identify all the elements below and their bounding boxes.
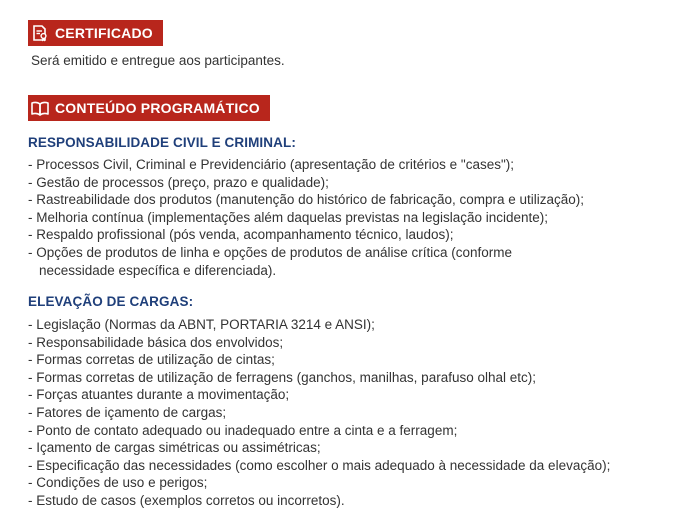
certificado-title: CERTIFICADO [55,25,153,41]
list-item: - Legislação (Normas da ABNT, PORTARIA 3214 e ANSI); [28,317,375,332]
responsabilidade-list [28,156,668,279]
list-item: - Forças atuantes durante a movimentação; [28,387,290,403]
certificado-header [28,20,163,46]
list-item: - Formas corretas de utilização de ferragens (ganchos, manilhas, parafuso olhal etc); [28,369,536,385]
conteudo-title: CONTEÚDO PROGRAMÁTICO [55,100,260,116]
list-item: - Rastreabilidade dos produtos (manutenção do histórico de fabricação, compra e utilização); [28,192,585,208]
conteudo-header [28,95,270,121]
list-item: - Respaldo profissional (pós venda, acompanhamento técnico, laudos); [28,227,454,243]
list-item: - Fatores de içamento de cargas; [28,404,227,420]
list-item: - Formas corretas de utilização de cintas; [28,352,275,368]
certificado-text: Será emitido e entregue aos participantes. [31,53,285,68]
list-item: - Estudo de casos (exemplos corretos ou incorretos). [28,492,345,508]
list-item: - Processos Civil, Criminal e Previdenciário (apresentação de critérios e "cases"); [28,157,515,172]
list-item: - Ponto de contato adequado ou inadequado entre a cinta e a ferragem; [28,422,458,438]
list-item: - Condições de uso e perigos; [28,475,208,491]
certificate-document-icon [31,24,49,42]
responsabilidade-heading: RESPONSABILIDADE CIVIL E CRIMINAL: [28,135,296,150]
elevacao-list [28,316,668,510]
list-item: - Especificação das necessidades (como escolher o mais adequado à necessidade da elevação); [28,457,611,473]
list-item: - Responsabilidade básica dos envolvidos; [28,334,284,350]
list-item: - Içamento de cargas simétricas ou assimétricas; [28,440,321,456]
list-item: - Melhoria contínua (implementações além daquelas previstas na legislação incidente); [28,209,549,225]
open-book-icon [31,99,49,117]
elevacao-heading: ELEVAÇÃO DE CARGAS: [28,294,194,309]
list-item: - Gestão de processos (preço, prazo e qualidade); [28,174,329,190]
list-item: - Opções de produtos de linha e opções de produtos de análise crítica (conforme necessidade específica e diferenciada). [28,244,513,278]
